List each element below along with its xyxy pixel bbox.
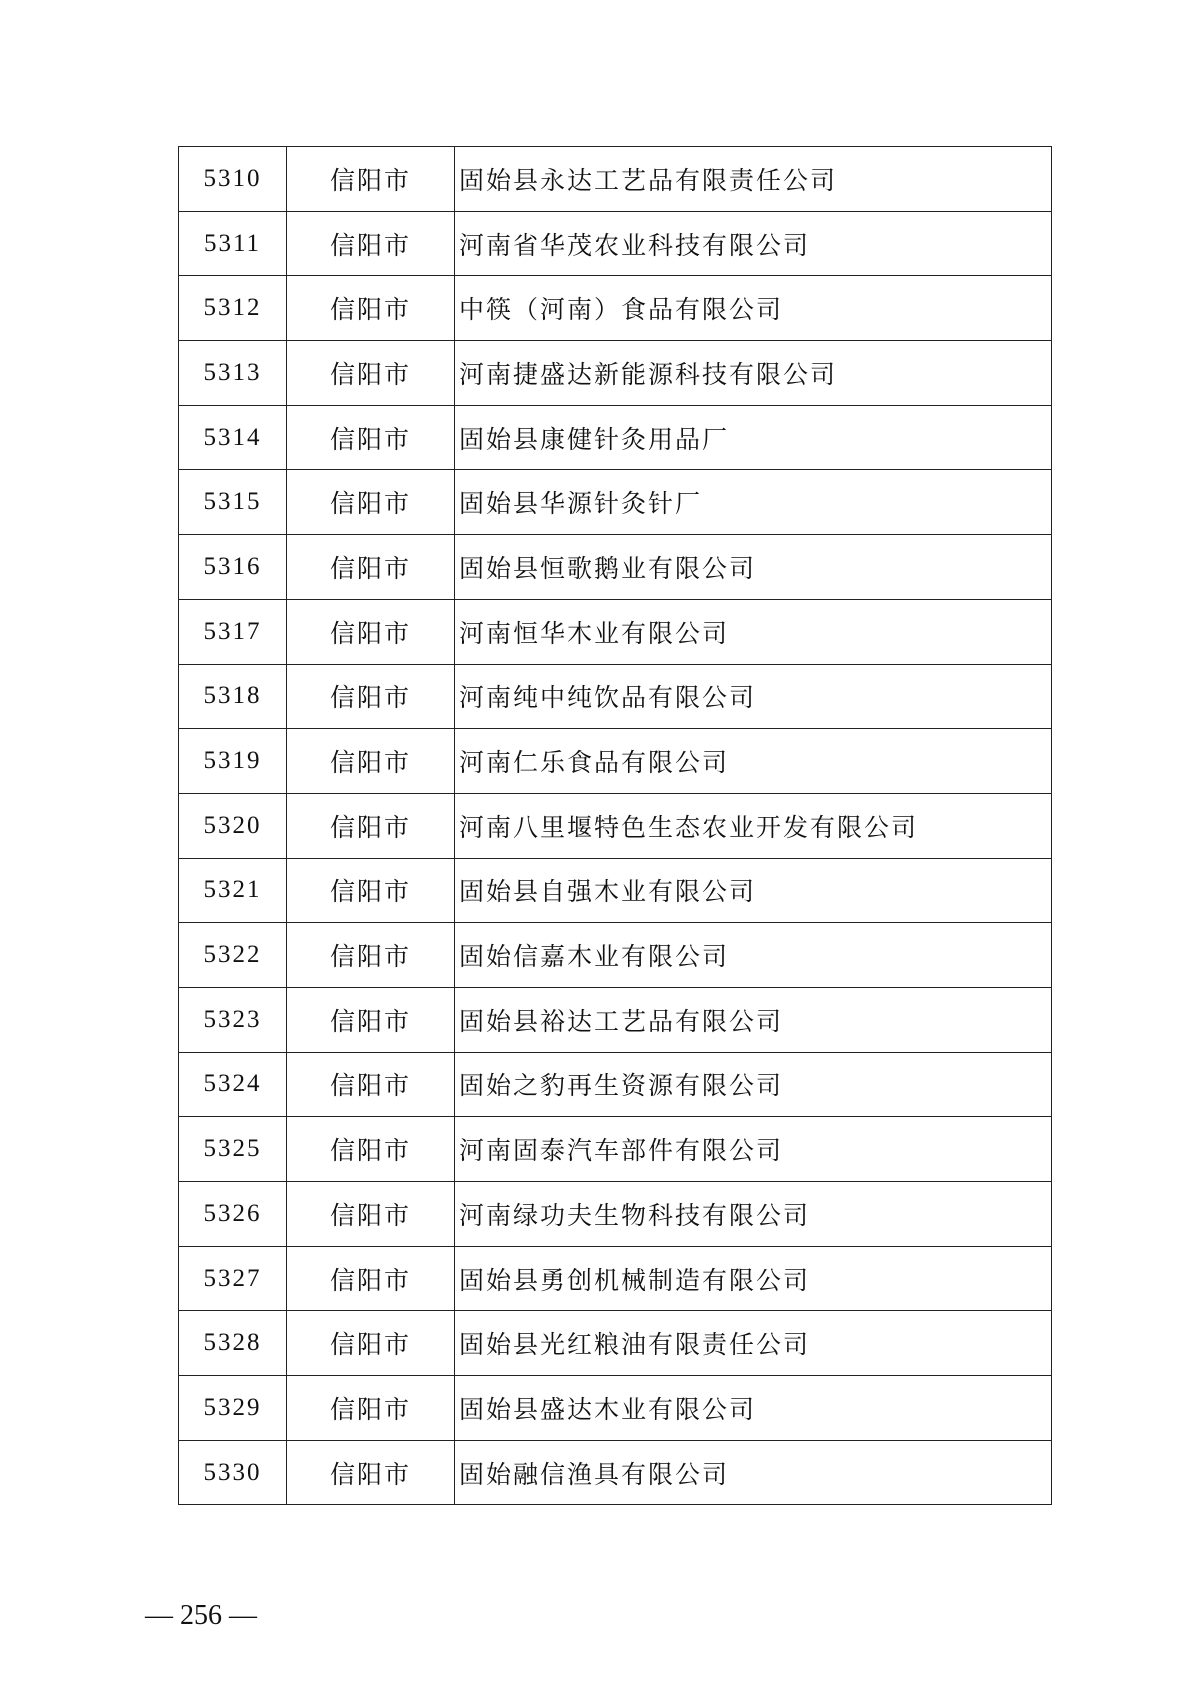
table-row <box>179 664 1052 729</box>
table-row <box>179 1052 1052 1117</box>
row-number-cell: 5325 <box>179 1117 287 1182</box>
company-name-cell: 固始县永达工艺品有限责任公司 <box>455 147 1052 212</box>
city-cell: 信阳市 <box>287 599 455 664</box>
table-row <box>179 147 1052 212</box>
row-number-cell: 5328 <box>179 1311 287 1376</box>
city-cell: 信阳市 <box>287 987 455 1052</box>
company-name-cell: 固始县康健针灸用品厂 <box>455 405 1052 470</box>
company-name-cell: 固始之豹再生资源有限公司 <box>455 1052 1052 1117</box>
row-number-cell: 5329 <box>179 1376 287 1441</box>
company-table-body <box>179 147 1052 1505</box>
city-cell: 信阳市 <box>287 729 455 794</box>
row-number-cell: 5326 <box>179 1182 287 1247</box>
table-row <box>179 341 1052 406</box>
row-number-cell: 5310 <box>179 147 287 212</box>
company-name-cell: 固始融信渔具有限公司 <box>455 1440 1052 1505</box>
table-row <box>179 987 1052 1052</box>
city-cell: 信阳市 <box>287 1052 455 1117</box>
row-number-cell: 5315 <box>179 470 287 535</box>
table-row <box>179 535 1052 600</box>
row-number-cell: 5319 <box>179 729 287 794</box>
city-cell: 信阳市 <box>287 276 455 341</box>
table-row <box>179 858 1052 923</box>
company-name-cell: 固始县恒歌鹅业有限公司 <box>455 535 1052 600</box>
city-cell: 信阳市 <box>287 664 455 729</box>
city-cell: 信阳市 <box>287 1376 455 1441</box>
company-name-cell: 固始县光红粮油有限责任公司 <box>455 1311 1052 1376</box>
city-cell: 信阳市 <box>287 1246 455 1311</box>
company-name-cell: 中筷（河南）食品有限公司 <box>455 276 1052 341</box>
company-table <box>178 146 1052 1505</box>
table-row <box>179 211 1052 276</box>
company-name-cell: 固始县华源针灸针厂 <box>455 470 1052 535</box>
company-name-cell: 河南仁乐食品有限公司 <box>455 729 1052 794</box>
row-number-cell: 5311 <box>179 211 287 276</box>
city-cell: 信阳市 <box>287 1182 455 1247</box>
company-name-cell: 河南绿功夫生物科技有限公司 <box>455 1182 1052 1247</box>
company-name-cell: 固始信嘉木业有限公司 <box>455 923 1052 988</box>
company-name-cell: 固始县勇创机械制造有限公司 <box>455 1246 1052 1311</box>
company-name-cell: 河南恒华木业有限公司 <box>455 599 1052 664</box>
company-name-cell: 固始县裕达工艺品有限公司 <box>455 987 1052 1052</box>
city-cell: 信阳市 <box>287 405 455 470</box>
city-cell: 信阳市 <box>287 535 455 600</box>
row-number-cell: 5323 <box>179 987 287 1052</box>
row-number-cell: 5318 <box>179 664 287 729</box>
city-cell: 信阳市 <box>287 793 455 858</box>
table-row <box>179 1376 1052 1441</box>
table-row <box>179 793 1052 858</box>
row-number-cell: 5320 <box>179 793 287 858</box>
city-cell: 信阳市 <box>287 1311 455 1376</box>
city-cell: 信阳市 <box>287 211 455 276</box>
company-name-cell: 河南省华茂农业科技有限公司 <box>455 211 1052 276</box>
company-name-cell: 固始县自强木业有限公司 <box>455 858 1052 923</box>
row-number-cell: 5316 <box>179 535 287 600</box>
city-cell: 信阳市 <box>287 1440 455 1505</box>
city-cell: 信阳市 <box>287 147 455 212</box>
page-number: — 256 — <box>145 1600 257 1631</box>
company-name-cell: 河南捷盛达新能源科技有限公司 <box>455 341 1052 406</box>
company-name-cell: 河南纯中纯饮品有限公司 <box>455 664 1052 729</box>
row-number-cell: 5321 <box>179 858 287 923</box>
city-cell: 信阳市 <box>287 341 455 406</box>
table-row <box>179 1182 1052 1247</box>
table-row <box>179 923 1052 988</box>
row-number-cell: 5313 <box>179 341 287 406</box>
company-name-cell: 河南固泰汽车部件有限公司 <box>455 1117 1052 1182</box>
row-number-cell: 5314 <box>179 405 287 470</box>
table-row <box>179 599 1052 664</box>
company-name-cell: 固始县盛达木业有限公司 <box>455 1376 1052 1441</box>
row-number-cell: 5312 <box>179 276 287 341</box>
table-row <box>179 1117 1052 1182</box>
row-number-cell: 5327 <box>179 1246 287 1311</box>
city-cell: 信阳市 <box>287 1117 455 1182</box>
company-name-cell: 河南八里堰特色生态农业开发有限公司 <box>455 793 1052 858</box>
row-number-cell: 5324 <box>179 1052 287 1117</box>
city-cell: 信阳市 <box>287 470 455 535</box>
table-row <box>179 470 1052 535</box>
table-row <box>179 1311 1052 1376</box>
row-number-cell: 5330 <box>179 1440 287 1505</box>
table-row <box>179 1246 1052 1311</box>
city-cell: 信阳市 <box>287 923 455 988</box>
city-cell: 信阳市 <box>287 858 455 923</box>
row-number-cell: 5317 <box>179 599 287 664</box>
table-row <box>179 729 1052 794</box>
table-row <box>179 1440 1052 1505</box>
row-number-cell: 5322 <box>179 923 287 988</box>
table-row <box>179 276 1052 341</box>
table-row <box>179 405 1052 470</box>
